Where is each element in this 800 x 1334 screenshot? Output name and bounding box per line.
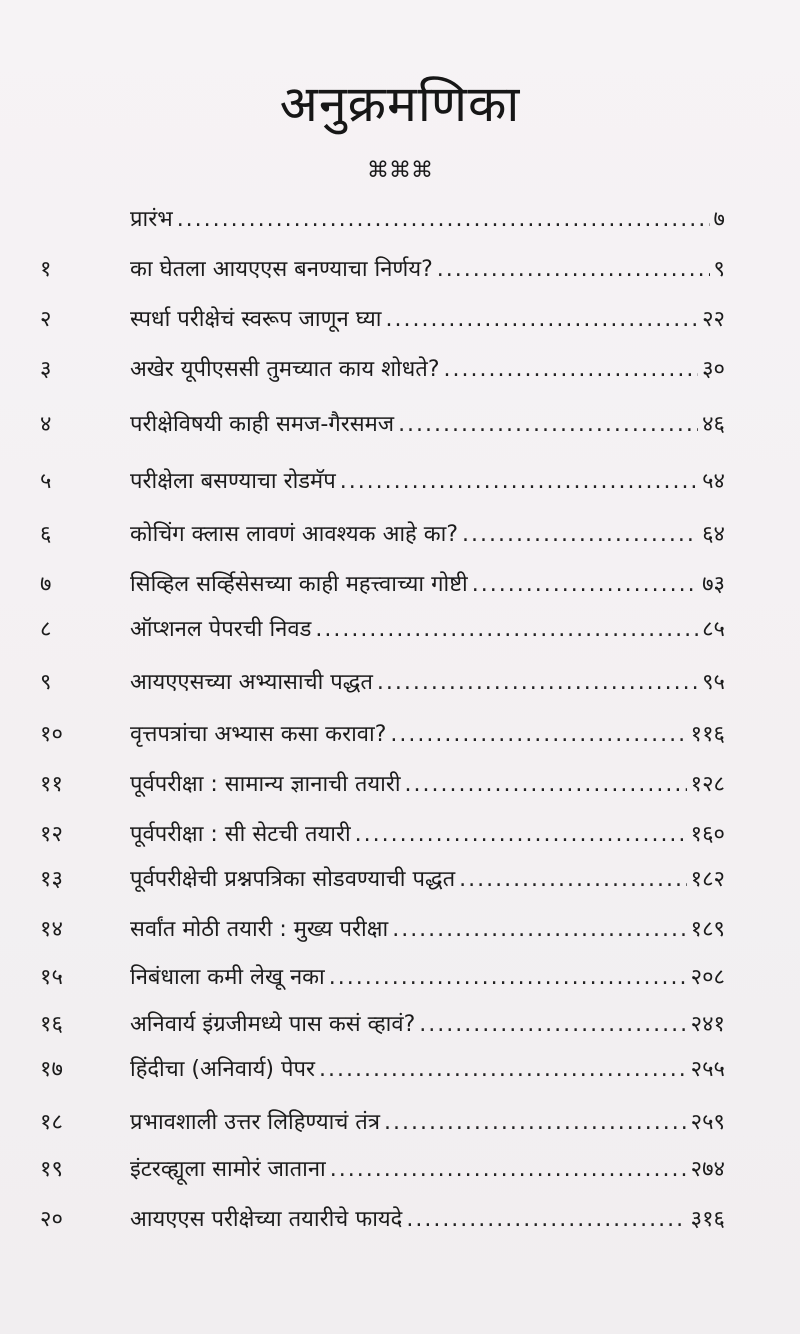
page-number: १८९ [690, 917, 725, 942]
leader-dots [355, 815, 687, 855]
chapter-number: १० [40, 722, 63, 747]
chapter-number: ६ [40, 522, 52, 547]
chapter-title: पूर्वपरीक्षा : सी सेटची तयारी [130, 822, 351, 847]
page-number: ७३ [702, 572, 725, 597]
leader-dots [392, 910, 686, 950]
chapter-title: सिव्हिल सर्व्हिसेसच्या काही महत्त्वाच्या गोष्टी [130, 572, 468, 597]
toc-entry-4 [0, 405, 800, 445]
toc-entry-8 [0, 610, 800, 650]
chapter-number: ११ [40, 772, 63, 797]
toc-entry-16 [0, 1005, 800, 1045]
chapter-number: १७ [40, 1057, 63, 1082]
page-number: ५४ [702, 469, 725, 494]
chapter-number: ८ [40, 617, 52, 642]
toc-entry-9 [0, 663, 800, 703]
page-number: ८५ [702, 617, 725, 642]
toc-entry-13 [0, 860, 800, 900]
chapter-number: २० [40, 1207, 63, 1232]
chapter-number: १२ [40, 822, 63, 847]
leader-dots [330, 1150, 687, 1190]
leader-dots [377, 663, 698, 703]
chapter-title: कोचिंग क्लास लावणं आवश्यक आहे का? [130, 522, 459, 547]
chapter-title: सर्वांत मोठी तयारी : मुख्य परीक्षा [130, 917, 389, 942]
page-number: ३१६ [690, 1207, 725, 1232]
toc-entry-17 [0, 1050, 800, 1090]
chapter-title: स्पर्धा परीक्षेचं स्वरूप जाणून घ्या [130, 307, 382, 332]
leader-dots [472, 565, 698, 605]
chapter-number: १ [40, 257, 52, 282]
leader-dots [444, 350, 699, 390]
page-number: ११६ [690, 722, 725, 747]
chapter-number: ९ [40, 670, 52, 695]
page-number: २४१ [690, 1012, 725, 1037]
toc-entry-5 [0, 462, 800, 502]
page-number: ९५ [702, 670, 725, 695]
chapter-number: ४ [40, 412, 52, 437]
leader-dots [459, 860, 687, 900]
page-number: २५५ [690, 1057, 725, 1082]
leader-dots [462, 515, 698, 555]
chapter-number: १६ [40, 1012, 63, 1037]
chapter-title: आयएएस परीक्षेच्या तयारीचे फायदे [130, 1207, 403, 1232]
page-number: १२८ [690, 772, 725, 797]
toc-entry-12 [0, 815, 800, 855]
chapter-title: वृत्तपत्रांचा अभ्यास कसा करावा? [130, 722, 387, 747]
chapter-title: इंटरव्ह्यूला सामोरं जाताना [130, 1157, 326, 1182]
page-number: ४६ [702, 412, 725, 437]
toc-entry-7 [0, 565, 800, 605]
page-number: १६० [690, 822, 725, 847]
chapter-title: पूर्वपरीक्षा : सामान्य ज्ञानाची तयारी [130, 772, 401, 797]
chapter-title: प्रभावशाली उत्तर लिहिण्याचं तंत्र [130, 1110, 380, 1135]
leader-dots [437, 250, 710, 290]
chapter-title: आयएएसच्या अभ्यासाची पद्धत [130, 670, 373, 695]
chapter-number: ५ [40, 469, 52, 494]
toc-entry-19 [0, 1150, 800, 1190]
leader-dots [419, 1005, 686, 1045]
page-number: २५९ [690, 1110, 725, 1135]
page-number: ९ [713, 257, 725, 282]
leader-dots [406, 1200, 686, 1240]
chapter-number: ७ [40, 572, 52, 597]
page-number: २७४ [690, 1157, 725, 1182]
chapter-title: अनिवार्य इंग्रजीमध्ये पास कसं व्हावं? [130, 1012, 416, 1037]
chapter-number: १८ [40, 1110, 63, 1135]
leader-dots [315, 610, 698, 650]
toc-entry-20 [0, 1200, 800, 1240]
chapter-title: पूर्वपरीक्षेची प्रश्नपत्रिका सोडवण्याची पद्धत [130, 867, 456, 892]
toc-entry-15 [0, 958, 800, 998]
page-number: ६४ [702, 522, 725, 547]
chapter-title: ऑप्शनल पेपरची निवड [130, 617, 312, 642]
page-number: २०८ [690, 965, 725, 990]
toc-entry-6 [0, 515, 800, 555]
chapter-number: ३ [40, 357, 52, 382]
chapter-title: परीक्षेला बसण्याचा रोडमॅप [130, 469, 336, 494]
toc-entry-3 [0, 350, 800, 390]
leader-dots [405, 765, 687, 805]
page-number: २२ [702, 307, 725, 332]
chapter-number: १३ [40, 867, 63, 892]
toc-entry-14 [0, 910, 800, 950]
leader-dots [384, 1103, 687, 1143]
chapter-title: निबंधाला कमी लेखू नका [130, 965, 325, 990]
chapter-number: १९ [40, 1157, 63, 1182]
leader-dots [319, 1050, 687, 1090]
toc-entry-11 [0, 765, 800, 805]
chapter-title: प्रारंभ [130, 207, 173, 232]
toc-entry-2 [0, 300, 800, 340]
toc-entry-10 [0, 715, 800, 755]
title-ornament: ⌘⌘⌘ [367, 158, 433, 183]
leader-dots [385, 300, 698, 340]
chapter-number: २ [40, 307, 52, 332]
leader-dots [177, 200, 710, 240]
page-title: अनुक्रमणिका [279, 75, 521, 133]
leader-dots [390, 715, 686, 755]
chapter-title: अखेर यूपीएससी तुमच्यात काय शोधते? [130, 357, 440, 382]
chapter-title: हिंदीचा (अनिवार्य) पेपर [130, 1057, 315, 1082]
page-number: ७ [713, 207, 725, 232]
leader-dots [329, 958, 687, 998]
toc-entry-18 [0, 1103, 800, 1143]
leader-dots [340, 462, 698, 502]
chapter-number: १५ [40, 965, 63, 990]
toc-entry-intro [0, 200, 800, 240]
leader-dots [398, 405, 698, 445]
chapter-title: का घेतला आयएएस बनण्याचा निर्णय? [130, 257, 433, 282]
chapter-number: १४ [40, 917, 63, 942]
toc-entry-1 [0, 250, 800, 290]
chapter-title: परीक्षेविषयी काही समज-गैरसमज [130, 412, 395, 437]
page-number: ३० [702, 357, 725, 382]
page-number: १८२ [690, 867, 725, 892]
